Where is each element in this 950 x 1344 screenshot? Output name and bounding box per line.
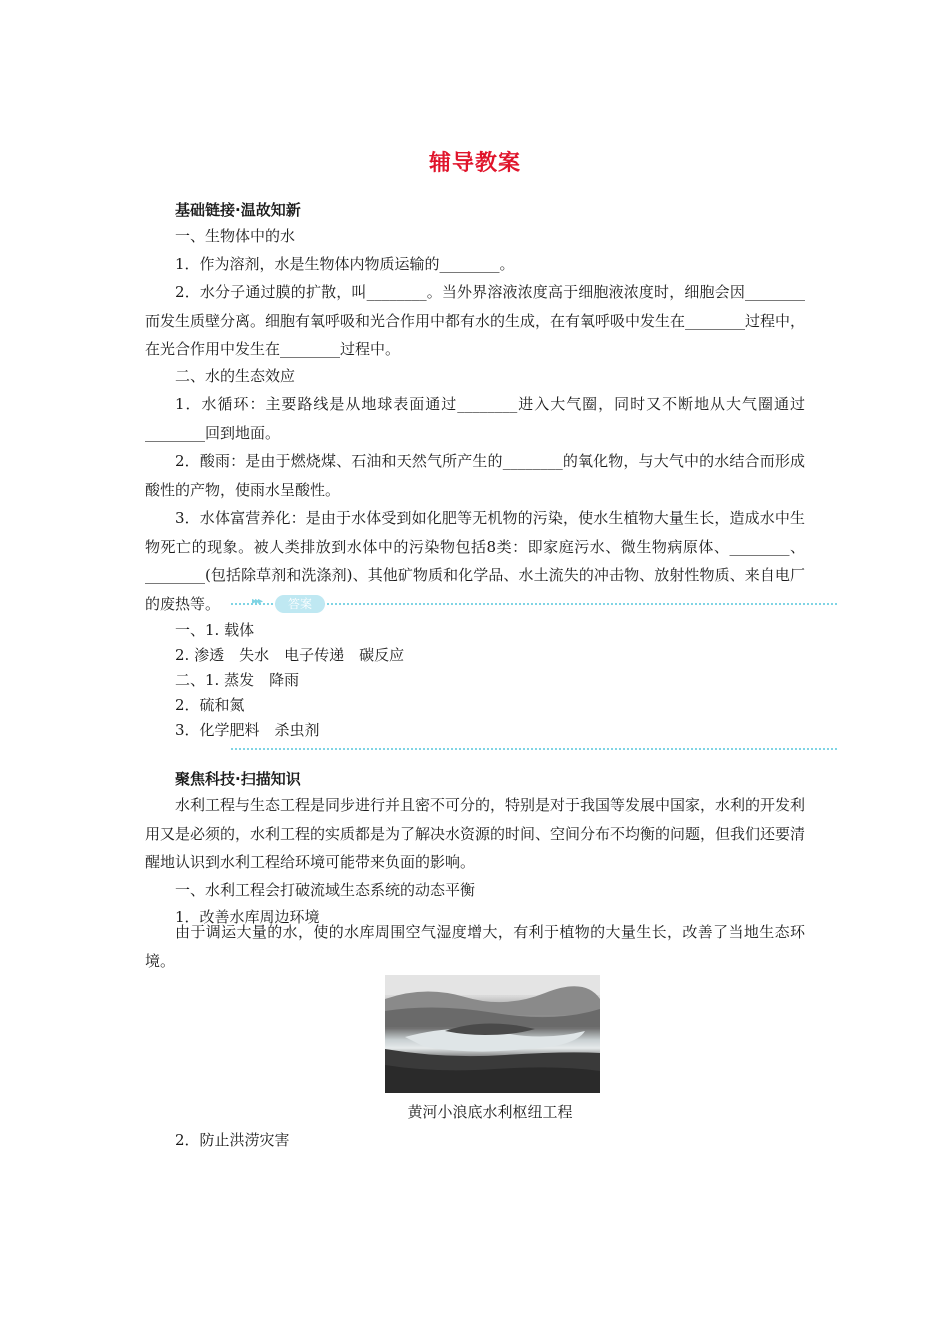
question-1: 1．作为溶剂，水是生物体内物质运输的________。 bbox=[175, 255, 515, 273]
reservoir-photo bbox=[385, 975, 600, 1093]
answer-4: 2．硫和氮 bbox=[175, 696, 245, 714]
section2-item-1: 1．改善水库周边环境 bbox=[175, 908, 320, 926]
reservoir-photo-illustration bbox=[385, 975, 600, 1093]
question-2: 2．水分子通过膜的扩散，叫________。当外界溶液浓度高于细胞液浓度时，细胞会因________而发生质壁分离。细胞有氧呼吸和光合作用中都有水的生成，在有氧呼吸中发生在________过程中，在光合作用中发生在________过程中。 bbox=[145, 283, 806, 358]
answer-3: 二、1. 蒸发 降雨 bbox=[175, 671, 300, 689]
section2-subheading-1: 一、水利工程会打破流域生态系统的动态平衡 bbox=[175, 881, 476, 899]
photo-caption: 黄河小浪底水利枢纽工程 bbox=[407, 1103, 573, 1121]
section2-item-2: 2．防止洪涝灾害 bbox=[175, 1131, 290, 1149]
section2-paragraph-2: 由于调运大量的水，使的水库周围空气湿度增大，有利于植物的大量生长，改善了当地生态环境。 bbox=[145, 923, 805, 970]
question-4: 2．酸雨：是由于燃烧煤、石油和天然气所产生的________的氧化物，与大气中的水结合而形成酸性的产物，使雨水呈酸性。 bbox=[145, 452, 805, 499]
page-title: 辅导教案 bbox=[428, 151, 521, 176]
question-3: 1．水循环：主要路线是从地球表面通过________进入大气圈，同时又不断地从大气圈通过________回到地面。 bbox=[145, 395, 805, 442]
double-arrow-icon: ▸▸▸ bbox=[252, 596, 262, 607]
answer-2: 2. 渗透 失水 电子传递 碳反应 bbox=[175, 646, 405, 664]
section1-heading: 基础链接·温故知新 bbox=[175, 201, 301, 219]
answer-1: 一、1. 载体 bbox=[175, 621, 255, 639]
section1-subheading-2: 二、水的生态效应 bbox=[175, 367, 296, 385]
answer-divider-bottom bbox=[231, 748, 837, 750]
section2-heading: 聚焦科技·扫描知识 bbox=[175, 770, 301, 788]
section2-paragraph-1: 水利工程与生态工程是同步进行并且密不可分的，特别是对于我国等发展中国家，水利的开发利用又是必须的，水利工程的实质都是为了解决水资源的时间、空间分布不均衡的问题，但我们还要清醒地认识到水利工程给环境可能带来负面的影响。 bbox=[145, 796, 806, 871]
question-5: 3．水体富营养化：是由于水体受到如化肥等无机物的污染，使水生植物大量生长，造成水中生物死亡的现象。被人类排放到水体中的污染物包括8类：即家庭污水、微生物病原体、________、________(包括除草剂和洗涤剂)、其他矿物质和化学品、水土流失的冲击物、放射性物质、来自电厂的废热等。 bbox=[145, 509, 805, 613]
section1-subheading-1: 一、生物体中的水 bbox=[175, 227, 296, 245]
answer-5: 3．化学肥料 杀虫剂 bbox=[175, 721, 320, 739]
answer-badge: 答案 bbox=[275, 595, 325, 613]
